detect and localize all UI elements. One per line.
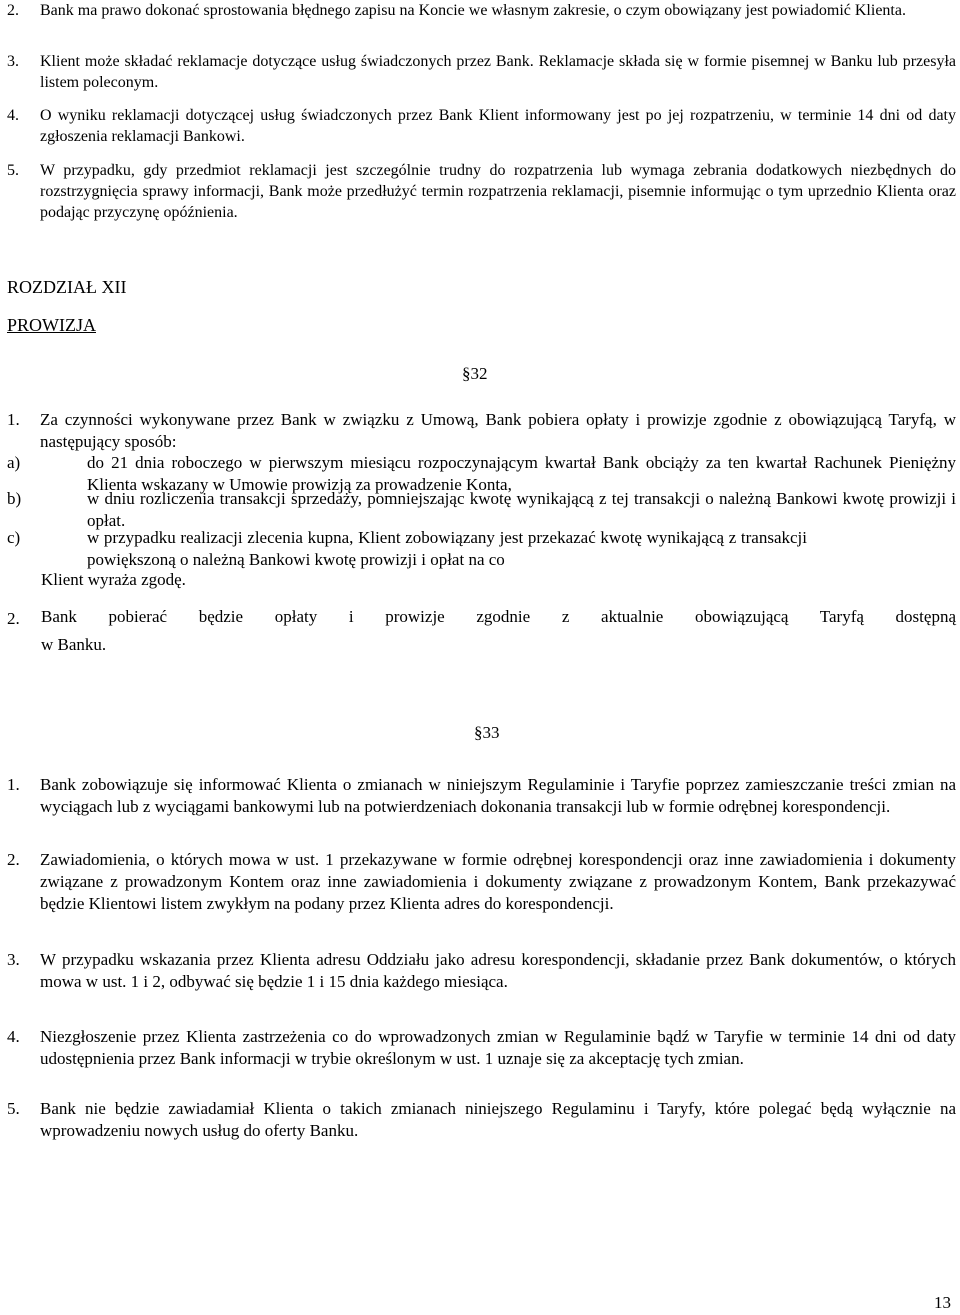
page-number: 13 (934, 1293, 951, 1312)
item-text: Zawiadomienia, o których mowa w ust. 1 przekazywane w formie odrębnej korespondencji oraz inne zawiadomienia i dokumenty związane z prowadzonym Kontem oraz inne zawiadomienia i dokumenty związane z prowadzonym Kontem, Bank przekazywać będzie Klientowi listem zwykłym na podany przez Klienta adres do korespondencji. (40, 850, 956, 913)
sec33-item-5 (7, 1098, 956, 1142)
item-text: O wyniku reklamacji dotyczącej usług świadczonych przez Bank Klient informowany jest po jej rozpatrzeniu, w terminie 14 dni od daty zgłoszenia reklamacji Bankowi. (40, 107, 956, 145)
complaint-item-4 (7, 105, 956, 147)
item-text: Bank nie będzie zawiadamiał Klienta o takich zmianach niniejszego Regulaminu i Taryfy, które polegać będą wyłącznie na wprowadzeniu nowych usług do oferty Banku. (40, 1099, 956, 1140)
item-text: Bank zobowiązuje się informować Klienta o zmianach w niniejszym Regulaminie i Taryfie poprzez zamieszczanie treści zmian na wyciągach lub z wyciągami bankowymi lub na potwierdzeniach dokonania transakcji lub w formie odrębnej korespondencji. (40, 775, 956, 816)
complaint-item-3 (7, 51, 956, 93)
item-number: 1. (7, 775, 20, 794)
complaint-item-2 (7, 0, 956, 21)
chapter-title: ROZDZIAŁ XII (7, 277, 127, 297)
subitem-text: do 21 dnia roboczego w pierwszym miesiącu rozpoczynającym kwartał Bank obciąży za ten kwartał Rachunek Pieniężny Klienta wskazany w Umowie prowizją za prowadzenie Konta, (87, 453, 956, 494)
sec32-item-1 (7, 409, 956, 453)
subitem-text: w dniu rozliczenia transakcji sprzedaży, pomniejszając kwotę wynikającą z tej transakcji o należną Bankowi kwotę prowizji i opłat. (87, 489, 956, 530)
complaint-item-5 (7, 160, 956, 223)
item-number: 5. (7, 162, 19, 179)
subitem-letter: b) (7, 489, 22, 508)
item-text: W przypadku wskazania przez Klienta adresu Oddziału jako adresu korespondencji, składanie przez Bank dokumentów, o których mowa w ust. 1 i 2, odbywać się będzie 1 i 15 dnia każdego miesiąca. (40, 950, 956, 991)
item-text: Niezgłoszenie przez Klienta zastrzeżenia co do wprowadzonych zmian w Regulaminie bądź w Taryfie w terminie 14 dni od daty udostępnienia przez Bank informacji w trybie określonym w ust. 1 uznaje się za akceptację tych zmian. (40, 1027, 956, 1068)
sec32-item-2-text-cont: w Banku. (41, 635, 107, 654)
item-number: 5. (7, 1099, 20, 1118)
item-number: 2. (7, 2, 19, 19)
sec33-item-3 (7, 949, 956, 993)
item-text: Bank ma prawo dokonać sprostowania błędnego zapisu na Koncie we własnym zakresie, o czym obowiązany jest powiadomić Klienta. (40, 2, 906, 19)
chapter-subtitle: PROWIZJA (7, 315, 96, 335)
item-number: 2. (7, 850, 20, 869)
item-text: Za czynności wykonywane przez Bank w związku z Umową, Bank pobiera opłaty i prowizje zgodnie z obowiązującą Taryfą, w następujący sposób: (40, 410, 956, 451)
item-number: 1. (7, 410, 20, 429)
item-number: 4. (7, 107, 19, 124)
item-text: W przypadku, gdy przedmiot reklamacji jest szczególnie trudny do rozpatrzenia lub wymaga zebrania dodatkowych niezbędnych do rozstrzygnięcia sprawy informacji, Bank może przedłużyć termin rozpatrzenia reklamacji, pisemnie informując o tym uprzednio Klienta oraz podając przyczynę opóźnienia. (40, 162, 956, 221)
section-32-label: §32 (462, 364, 488, 383)
sec33-item-4 (7, 1026, 956, 1070)
subitem-letter: a) (7, 453, 21, 472)
item-number: 3. (7, 53, 19, 70)
sec33-item-1 (7, 774, 956, 818)
item-number: 4. (7, 1027, 20, 1046)
item-text: Klient może składać reklamacje dotyczące usług świadczonych przez Bank. Reklamacje składa się w formie pisemnej w Banku lub przesyła listem poleconym. (40, 53, 956, 91)
item-number: 3. (7, 950, 20, 969)
sec32-subitem-c (7, 527, 807, 571)
sec32-subitem-b (7, 488, 956, 532)
subitem-text: w przypadku realizacji zlecenia kupna, Klient zobowiązany jest przekazać kwotę wynikającą z transakcji powiększoną o należną Bankowi kwotę prowizji i opłat na co (87, 528, 807, 569)
section-33-label: §33 (474, 723, 500, 742)
sec32-subitem-c-tail: Klient wyraża zgodę. (41, 570, 186, 589)
sec32-item-2-text: Bank pobierać będzie opłaty i prowizje zgodnie z aktualnie obowiązującą Taryfą dostępną (41, 607, 956, 626)
sec32-item-2-number: 2. (7, 609, 20, 628)
subitem-letter: c) (7, 528, 21, 547)
sec33-item-2 (7, 849, 956, 915)
